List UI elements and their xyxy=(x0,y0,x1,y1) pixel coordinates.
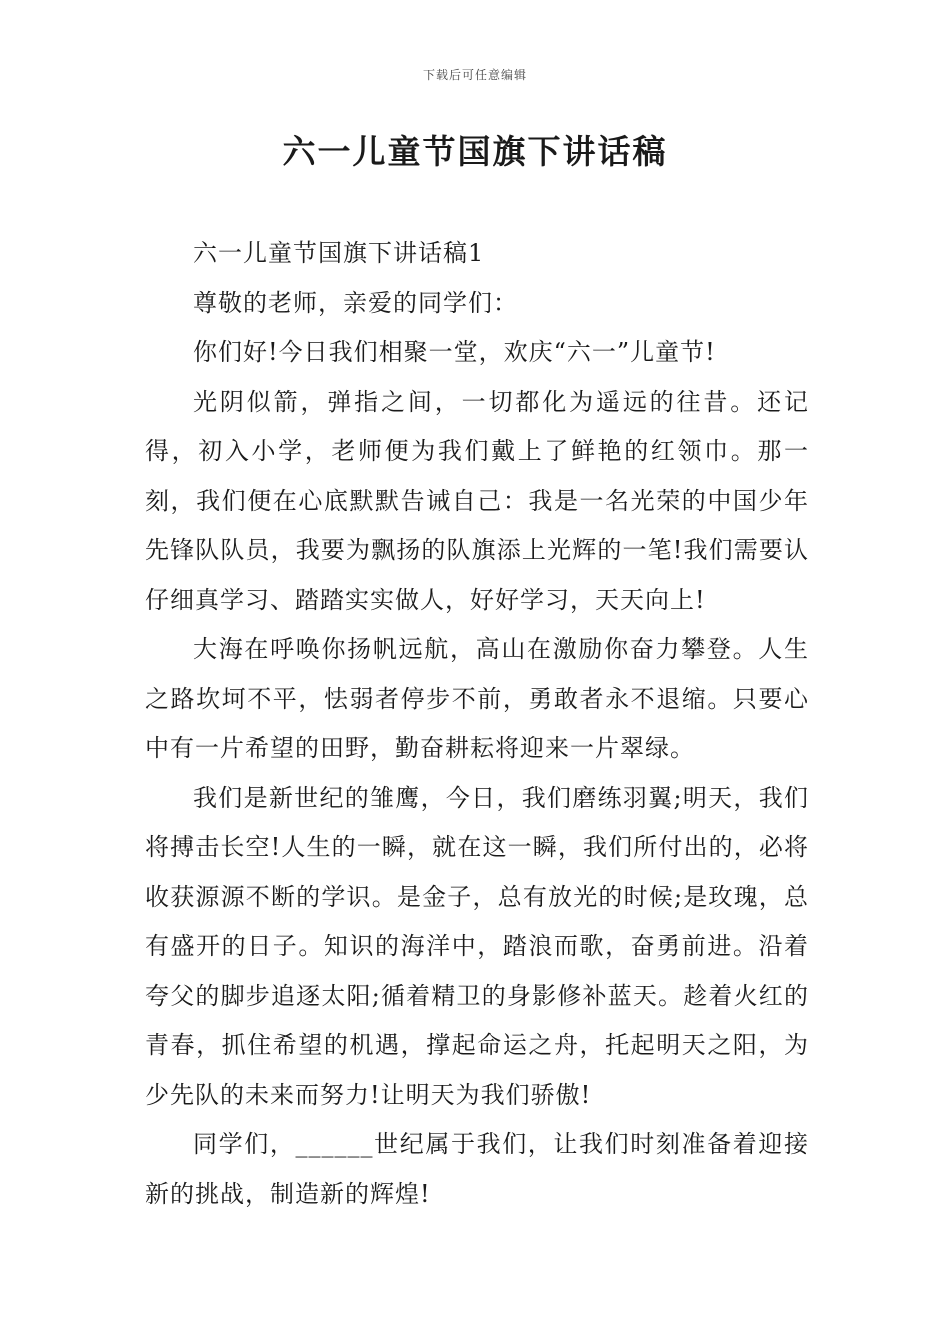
body-paragraph: 光阴似箭，弹指之间，一切都化为遥远的往昔。还记得，初入小学，老师便为我们戴上了鲜艳的红领巾。那一刻，我们便在心底默默告诫自己：我是一名光荣的中国少年先锋队队员，我要为飘扬的队旗添上光辉的一笔!我们需要认仔细真学习、踏踏实实做人，好好学习，天天向上! xyxy=(145,387,809,614)
header-note: 下载后可任意编辑 xyxy=(422,68,527,82)
document-body xyxy=(145,229,809,1219)
body-paragraph: 大海在呼唤你扬帆远航，高山在激励你奋力攀登。人生之路坎坷不平，怯弱者停步不前，勇敢者永不退缩。只要心中有一片希望的田野，勤奋耕耘将迎来一片翠绿。 xyxy=(145,635,809,762)
greeting-paragraph: 你们好!今日我们相聚一堂，欢庆“六一”儿童节! xyxy=(193,338,716,366)
section-heading: 六一儿童节国旗下讲话稿1 xyxy=(193,239,485,267)
document-title: 六一儿童节国旗下讲话稿 xyxy=(282,132,668,171)
salutation: 尊敬的老师，亲爱的同学们： xyxy=(193,288,518,317)
body-paragraph: 我们是新世纪的雏鹰，今日，我们磨练羽翼;明天，我们将搏击长空!人生的一瞬，就在这一瞬，我们所付出的，必将收获源源不断的学识。是金子，总有放光的时候;是玫瑰，总有盛开的日子。知识的海洋中，踏浪而歌，奋勇前进。沿着夸父的脚步追逐太阳;循着精卫的身影修补蓝天。趁着火红的青春，抓住希望的机遇，撑起命运之舟，托起明天之阳，为少先队的未来而努力!让明天为我们骄傲! xyxy=(145,783,809,1109)
closing-paragraph: 同学们，______世纪属于我们，让我们时刻准备着迎接新的挑战，制造新的辉煌! xyxy=(145,1130,809,1208)
